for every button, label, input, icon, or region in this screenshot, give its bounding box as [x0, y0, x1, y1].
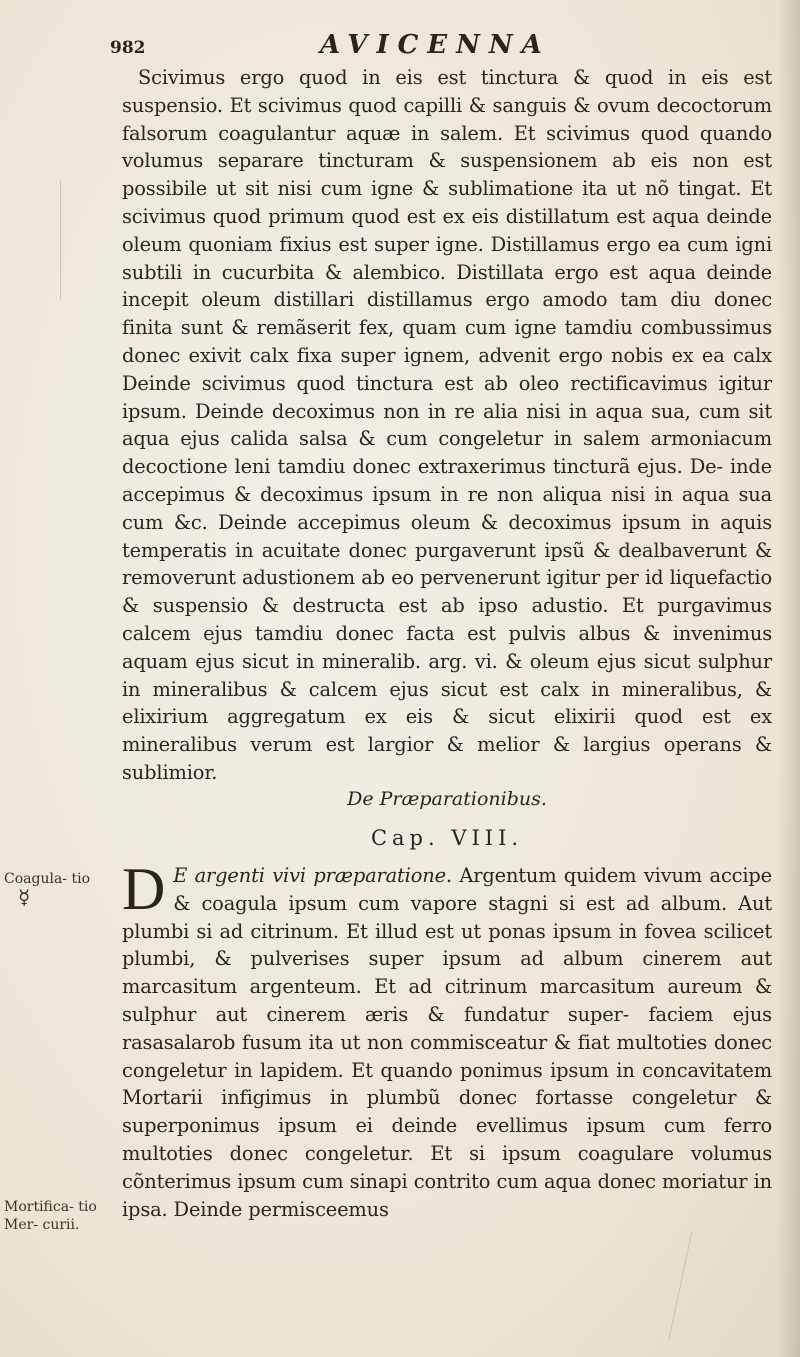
chapter-heading: Cap. VIII. [370, 826, 524, 850]
chapter-intro: E argenti vivi præparatione. [173, 864, 452, 887]
margin-note-coagulatio [4, 870, 104, 909]
page-header [110, 30, 670, 64]
main-paragraph [122, 64, 772, 787]
running-head: AVICENNA [320, 30, 551, 60]
paragraph-1: Scivimus ergo quod in eis est tinctura & quod in eis est suspensio. Et scivimus quod capilli & sanguis & ovum decoctorum falsorum coagulantur aquæ in salem. Et scivimus quod quando volumus separare tincturam & suspensionem ab eis non est possibile ut sit nisi cum igne & sublimatione ita ut nõ tingat. Et scivimus quod primum quod est ex eis distillatum est aqua deinde oleum quoniam fixius est super igne. Distillamus ergo ea cum igni subtili in cucurbita & alembico. Distillata ergo est aqua deinde incepit oleum distillari distillamus ergo amodo tam diu donec finita sunt & remãserit fex, quam cum igne tamdiu combussimus donec exivit calx fixa super ignem, advenit ergo nobis ex ea calx Deinde scivimus quod tinctura est ab oleo rectificavimus igitur ipsum. Deinde decoximus non in re alia nisi in aqua sua, cum sit aqua ejus calida salsa & cum congeletur in salem armoniacum decoctione leni tamdiu donec extraxerimus tincturã ejus. De- inde accepimus & decoximus ipsum in re non aliqua nisi in aqua sua cum &c. Deinde accepimus oleum & decoximus ipsum in aquis temperatis in acuitate donec purgaverunt ipsũ & dealbaverunt & removerunt adustionem ab eo pervenerunt igitur per id liquefactio & suspensio & destructa est ab ipso adustio. Et purgavimus calcem ejus tamdiu donec facta est pulvis albus & invenimus aquam ejus sicut in mineralib. arg. vi. & oleum ejus sicut sulphur in mineralibus & calcem ejus sicut est calx in mineralibus, & elixirium aggregatum ex eis & sicut elixirii quod est ex mineralibus verum est largior & melior & largius operans & sublimior. [122, 66, 772, 784]
page-edge-shadow [778, 0, 800, 1357]
margin-note-mortificatio [4, 1198, 104, 1234]
chapter-paragraph [122, 856, 772, 1223]
page-number: 982 [110, 38, 146, 58]
margin-note-coagulatio-text: Coagula- tio [4, 871, 91, 887]
mercury-symbol-icon: ☿ [18, 885, 31, 909]
chapter-text: Argentum quidem vivum accipe & coagula ipsum cum vapore stagni si est ad album. Aut plumbi si ad citrinum. Et illud est ut ponas ipsum in fovea scilicet plumbi, & pulverises super ipsum ad album cinerem aut marcasitum argenteum. Et ad citrinum marcasitum aureum & sulphur aut cinerem æris & fundatur super- faciem ejus rasasalarob fusum ita ut non commisceatur & fiat multoties donec congeletur in lapidem. Et quando ponimus ipsum in concavitatem Mortarii infigimus in plumbũ donec fortasse congeletur & superponimus ipsum ei deinde evellimus ipsum cum ferro multoties donec congeletur. Et si ipsum coagulare volumus cõnterimus ipsum cum sinapi contrito cum aqua donec moriatur in ipsa. Deinde permisceemus [122, 864, 772, 1221]
margin-note-mortificatio-text: Mortifica- tio Mer- curii. [4, 1199, 97, 1233]
paper-scratch [669, 1231, 693, 1339]
section-subheading: De Præparationibus. [347, 788, 547, 810]
drop-cap: D [122, 856, 166, 922]
paper-scratch [60, 180, 61, 300]
